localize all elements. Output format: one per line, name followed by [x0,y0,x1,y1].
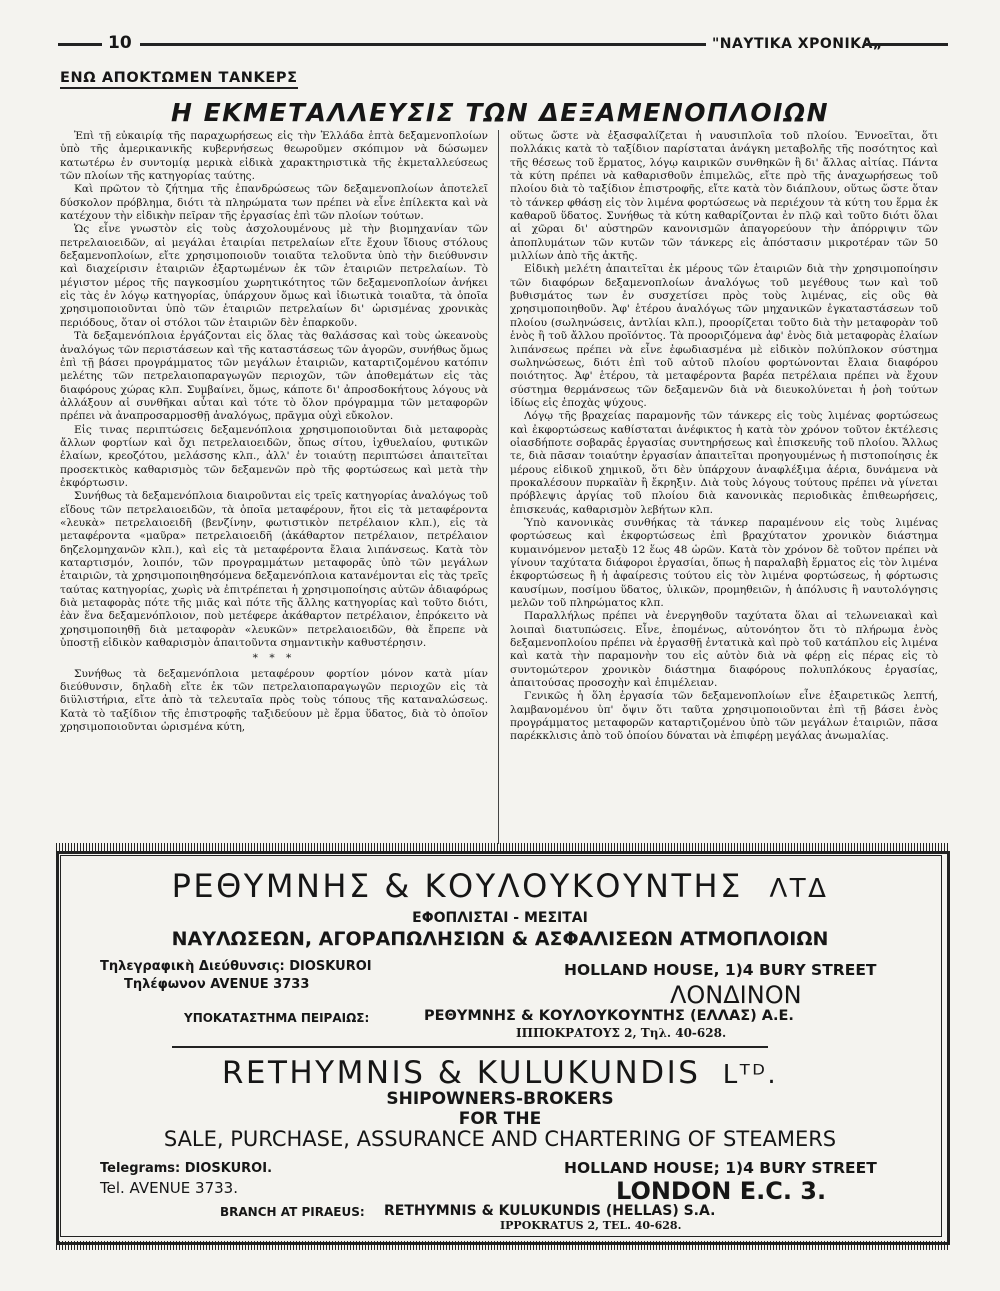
article-column-left [60,130,488,845]
ad-greek-branch-address: ΙΠΠΟΚΡΑΤΟΥΣ 2, Τηλ. 40-628. [516,1026,727,1040]
ad-greek-city: ΛΟΝΔΙΝΟΝ [670,981,802,1009]
ad-english-phone: Tel. AVENUE 3733. [100,1179,238,1197]
paragraph: Εἰς τινας περιπτώσεις δεξαμενόπλοια χρησιμοποιοῦνται διὰ μεταφορὰς ἄλλων φορτίων καὶ ὄχι πετρελαιοειδῶν, ὅπως σίτου, ἰχθυελαίου, φυτικῶν ἐλαίων, κρεοζότου, μελάσσης κλπ., ἀλλ' ἐν τοιαύτῃ περιπτώσει ἀπαιτεῖται προσεκτικὸς καθαρισμὸς τῶν δεξαμενῶν πρὸ τῆς φορτώσεως καὶ μετὰ τὴν ἐκφόρτωσιν. [60,423,488,489]
ad-separator [172,1046,768,1048]
paragraph: Συνήθως τὰ δεξαμενόπλοια μεταφέρουν φορτίον μόνον κατὰ μίαν διεύθυνσιν, δηλαδὴ εἴτε ἐκ τῶν πετρελαιοπαραγωγῶν περιοχῶν εἰς τὰ διϋλιστήρια, εἴτε ἀπὸ τὰ τελευταῖα πρὸς τοὺς τόπους τῆς καταναλώσεως. Κατὰ τὸ ταξίδιον τῆς ἐπιστροφῆς ταξιδεύουν μὲ ἕρμα ὕδατος, διὰ τὸ ὁποῖον χρησιμοποιοῦνται ὡρισμένα κύτη, [60,667,488,734]
paragraph: Λόγῳ τῆς βραχείας παραμονῆς τῶν τάνκερς εἰς τοὺς λιμένας φορτώσεως καὶ ἐκφορτώσεως καθίσταται ἀνέφικτος ἡ κατὰ τὸν χρόνον τοῦτον ἐκτέλεσις οἱασδήποτε σοβαρᾶς ἐργασίας συντηρήσεως καὶ ἐπισκευῆς τοῦ πλοίου. Ἄλλως τε, διὰ πᾶσαν τοιαύτην ἐργασίαν ἀπαιτεῖται προηγουμένως ἡ πιστοποίησις ἐκ μέρους εἰδικοῦ χημικοῦ, ὅτι δὲν ὑπάρχουν ἀναφλέξιμα ἀέρια, δυνάμενα νὰ προκαλέσουν πυρκαϊὰν ἢ ἔκρηξιν. Διὰ τοὺς λόγους τούτους πρέπει νὰ γίνεται πρόβλεψις ἀργίας τοῦ πλοίου διὰ κανονικὰς περιοδικὰς ἐπιθεωρήσεις, ἐπισκευάς, καθαρισμὸν λεβήτων κλπ. [510,410,938,516]
ad-english-for: FOR THE [458,1109,542,1129]
column-divider [498,130,499,844]
paragraph: οὕτως ὥστε νὰ ἐξασφαλίζεται ἡ ναυσιπλοΐα τοῦ πλοίου. Ἐννοεῖται, ὅτι πολλάκις κατὰ τὸ ταξίδιον παρίσταται ἀνάγκη μεταβολῆς τῆς ποσότητος καὶ τῆς θέσεως τοῦ ἕρματος, λόγῳ καιρικῶν συνθηκῶν ἢ δι' ἄλλας αἰτίας. Πάντα τὰ κύτη πρέπει νὰ καθαρισθοῦν ἐπιμελῶς, εἴτε πρὸ τῆς ἀναχωρήσεως τοῦ πλοίου διὰ τὸ ταξίδιον ἐπιστροφῆς, εἴτε κατὰ τὸν διάπλουν, οὕτως ὥστε ὅταν τὸ τάνκερ φθάσῃ εἰς τὸν λιμένα φορτώσεως νὰ περιέχουν τὰ κύτη του ἕρμα ἐκ καθαροῦ ὕδατος. Συνήθως τὰ κύτη καθαρίζονται ἐν πλῷ καὶ τοῦτο διότι ὅλαι αἱ χῶραι δι' αὐστηρῶν κανονισμῶν ἀπαγορεύουν τὴν ἀπόρριψιν τῶν ἀποπλυμάτων τῶν κυτῶν τῶν τάνκερς εἰς ἀπόστασιν μικροτέραν τῶν 50 μιλλίων ἀπὸ τῆς ἀκτῆς. [510,130,938,263]
ad-greek-address: HOLLAND HOUSE, 1)4 BURY STREET [564,961,877,979]
ad-english-company-name [60,1055,940,1091]
header-rule-left [58,43,102,46]
ad-english-tagline: SHIPOWNERS-BROKERS [386,1089,614,1109]
ad-greek-services: ΝΑΥΛΩΣΕΩΝ, ΑΓΟΡΑΠΩΛΗΣΙΩΝ & ΑΣΦΑΛΙΣΕΩΝ ΑΤΜΟΠΛΟΙΩΝ [171,928,829,950]
article-title: Η ΕΚΜΕΤΑΛΛΕΥΣΙΣ ΤΩΝ ΔΕΞΑΜΕΝΟΠΛΟΙΩΝ [170,98,830,127]
magazine-name: "ΝΑΥΤΙΚΑ ΧΡΟΝΙΚΑ„ [712,36,883,52]
paragraph: Ἐπὶ τῇ εὐκαιρίᾳ τῆς παραχωρήσεως εἰς τὴν Ἑλλάδα ἑπτὰ δεξαμενοπλοίων ὑπὸ τῆς ἀμερικανικῆς κυβερνήσεως θεωροῦμεν σκόπιμον νὰ δώσωμεν κατωτέρω ἐν συντομίᾳ μερικὰ εἰδικὰ χαρακτηριστικὰ τῆς ἐκμεταλλεύσεως τῶν πλοίων τῆς κατηγορίας ταύτης. [60,130,488,183]
ad-greek-branch-label: ΥΠΟΚΑΤΑΣΤΗΜΑ ΠΕΙΡΑΙΩΣ: [184,1011,370,1025]
ad-greek-company-name [60,867,940,905]
advertisement-content [60,855,940,1235]
paragraph: Συνήθως τὰ δεξαμενόπλοια διαιροῦνται εἰς τρεῖς κατηγορίας ἀναλόγως τοῦ εἴδους τῶν πετρελαιοειδῶν, τὰ ὁποῖα μεταφέρουν, ἤτοι εἰς τὰ μεταφέροντα «λευκὰ» πετρελαιοειδῆ (βενζίνην, φωτιστικὸν πετρέλαιον κλπ.), εἰς τὰ μεταφέροντα «μαῦρα» πετρελαιοειδῆ (ἀκάθαρτον πετρέλαιον, πετρέλαιον δηζελομηχανῶν κλπ.), καὶ εἰς τὰ μεταφέροντα ἔλαια λιπάνσεως. Κατὰ τὸν καταρτισμόν, λοιπόν, τῶν προγραμμάτων μεταφορᾶς ὑπὸ τῶν μεγάλων ἑταιριῶν, τὰ χρησιμοποιηθησόμενα δεξαμενόπλοια κατανέμονται εἰς τὰς τρεῖς ταύτας κατηγορίας, χωρὶς νὰ ἐπιτρέπεται ἡ χρησιμοποίησις αὐτῶν ἀδιαφόρως διὰ μεταφορὰς πότε τῆς μιᾶς καὶ πότε τῆς ἄλλης κατηγορίας καὶ τοῦτο διότι, ἐὰν ἕνα δεξαμενόπλοιον, ποὺ μετέφερε ἀκάθαρτον πετρέλαιον, ἐπρόκειτο νὰ χρησιμοποιηθῇ διὰ μεταφορὰν «λευκῶν» πετρελαιοειδῶν, θὰ ἔπρεπε νὰ ὑποστῇ εἰδικὸν καθαρισμὸν ἀπαιτοῦντα σημαντικὴν καθυστέρησιν. [60,490,488,650]
ad-english-branch-label: BRANCH AT PIRAEUS: [220,1205,365,1219]
paragraph: Ὡς εἶνε γνωστὸν εἰς τοὺς ἀσχολουμένους μὲ τὴν βιομηχανίαν τῶν πετρελαιοειδῶν, αἱ μεγάλαι ἑταιρίαι πετρελαίων εἴτε ἔχουν ἴδιους στόλους δεξαμενοπλοίων, εἴτε χρησιμοποιοῦν τοιαῦτα τελοῦντα ὑπὸ τὴν διεύθυνσιν καὶ διαχείρισιν ἑταιριῶν ἐξαρτωμένων ἐκ τῶν ἑταιριῶν πετρελαίων. Τὸ μέγιστον μέρος τῆς παγκοσμίου χωρητικότητος τῶν δεξαμενοπλοίων ἀνήκει εἰς τὰς ἐν λόγῳ κατηγορίας, ὑπάρχουν ὅμως καὶ ἰδιωτικὰ τοιαῦτα, τὰ ὁποῖα χρησιμοποιοῦνται ὑπὸ τῶν ἑταιριῶν πετρελαίων δι' ὡρισμένας χρονικὰς περιόδους, ὅταν οἱ στόλοι τῶν ἑταιριῶν δὲν ἐπαρκοῦν. [60,223,488,329]
ad-english-telegrams: Telegrams: DIOSKUROI. [100,1161,273,1176]
header-rule-middle [140,43,706,46]
ad-english-name-text: RETHYMNIS & KULUKUNDIS [221,1055,701,1091]
section-heading: ΕΝΩ ΑΠΟΚΤΩΜΕΝ ΤΑΝΚΕΡΣ [60,70,298,89]
ad-greek-branch-name: ΡΕΘΥΜΝΗΣ & ΚΟΥΛΟΥΚΟΥΝΤΗΣ (ΕΛΛΑΣ) Α.Ε. [424,1008,794,1024]
ad-greek-tagline: ΕΦΟΠΛΙΣΤΑΙ - ΜΕΣΙΤΑΙ [412,910,588,926]
paragraph: Γενικῶς ἡ ὅλη ἐργασία τῶν δεξαμενοπλοίων εἶνε ἐξαιρετικῶς λεπτή, λαμβανομένου ὑπ' ὄψιν ὅτι ταῦτα χρησιμοποιοῦνται ἐπὶ τῇ βάσει ἑνὸς προγράμματος μεταφορῶν καταρτιζομένου ὑπὸ τῶν μεγάλων ἑταιριῶν, πᾶσα παρέκκλισις ἀπὸ τοῦ ὁποίου δύναται νὰ ἐπιφέρῃ μεγάλας ἀνωμαλίας. [510,690,938,743]
ad-english-address: HOLLAND HOUSE; 1)4 BURY STREET [564,1159,877,1177]
ad-greek-name-text: ΡΕΘΥΜΝΗΣ & ΚΟΥΛΟΥΚΟΥΝΤΗΣ [171,867,743,905]
ad-english-city: LONDON E.C. 3. [616,1177,827,1205]
section-separator: * * * [252,652,296,665]
ad-english-services: SALE, PURCHASE, ASSURANCE AND CHARTERING OF STEAMERS [163,1127,837,1151]
paragraph: Παραλλήλως πρέπει νὰ ἐνεργηθοῦν ταχύτατα ὅλαι αἱ τελωνειακαὶ καὶ λοιπαὶ διατυπώσεις. Εἶνε, ἑπομένως, αὐτονόητον ὅτι τὸ πλήρωμα ἑνὸς δεξαμενοπλοίου πρέπει νὰ ἐργασθῇ ἐντατικὰ καὶ πρὸ τοῦ κατάπλου εἰς λιμένα καὶ κατὰ τὴν παραμονὴν του εἰς αὐτὸν διὰ νὰ φέρῃ εἰς πέρας εἰς τὸ συντομώτερον χρονικὸν διάστημα διαφόρους πολυπλόκους ἐργασίας, ἀπαιτούσας προσοχὴν καὶ ἐπιμέλειαν. [510,610,938,690]
paragraph: Καὶ πρῶτον τὸ ζήτημα τῆς ἐπανδρώσεως τῶν δεξαμενοπλοίων ἀποτελεῖ δύσκολον πρόβλημα, διότι τὰ πληρώματα των πρέπει νὰ εἶνε ἐπίλεκτα καὶ νὰ κατέχουν τὴν εἰδικὴν πεῖραν τῆς ἐργασίας ἐπὶ τῶν πλοίων τούτων. [60,183,488,223]
header-rule-right [866,43,948,46]
ad-english-ltd: Lᵀᴰ. [722,1060,779,1090]
paragraph: Εἰδικὴ μελέτη ἀπαιτεῖται ἐκ μέρους τῶν ἑταιριῶν διὰ τὴν χρησιμοποίησιν τῶν διαφόρων δεξαμενοπλοίων ἀναλόγως τοῦ μεγέθους των καὶ τοῦ βυθισμάτος των ἐν συσχετίσει πρὸς τοὺς λιμένας, εἰς οὓς θὰ χρησιμοποιηθοῦν. Ἀφ' ἑτέρου ἀναλόγως τῶν μηχανικῶν ἐγκαταστάσεων τοῦ πλοίου (σωληνώσεις, ἀντλίαι κλπ.), προορίζεται τοῦτο διὰ τὴν μεταφορὰν τοῦ ἑνὸς ἢ τοῦ ἄλλου προϊόντος. Τὰ προοριζόμενα ἀφ' ἑνὸς διὰ μεταφορὰς ἐλαίων λιπάνσεως πρέπει νὰ εἶνε ἐφωδιασμένα μὲ εἰδικὸν πολύπλοκον σύστημα σωληνώσεως, διότι ἐπὶ τοῦ αὐτοῦ πλοίου φορτώνονται ἔλαια διαφόρου ποιότητος. Ἀφ' ἑτέρου, τὰ μεταφέροντα βαρέα πετρέλαια πρέπει νὰ ἔχουν σύστημα θερμάνσεως τῶν δεξαμενῶν διὰ νὰ διευκολύνεται ἡ ῥοὴ τούτων ἰδίως εἰς ἐποχὰς ψύχους. [510,263,938,409]
paragraph: Ὑπὸ κανονικὰς συνθήκας τὰ τάνκερ παραμένουν εἰς τοὺς λιμένας φορτώσεως καὶ ἐκφορτώσεως ἐπὶ βραχύτατον χρονικὸν διάστημα κυμαινόμενον μεταξὺ 12 ἕως 48 ὡρῶν. Κατὰ τὸν χρόνον δὲ τοῦτον πρέπει νὰ γίνουν ταχύτατα διάφοροι ἐργασίαι, ὅπως ἡ παραλαβὴ ἕρματος εἰς τὸν λιμένα ἐκφορτώσεως ἢ ἡ ἀφαίρεσις τούτου εἰς τὸν λιμένα φορτώσεως, ἡ φόρτωσις καυσίμων, ποσίμου ὕδατος, ὑλικῶν, προμηθειῶν, ἡ ἀπόλυσις ἢ ναυτολόγησις μελῶν τοῦ πληρώματος κλπ. [510,516,938,610]
page-number: 10 [108,33,132,53]
ad-border-bottom [56,1241,950,1250]
ad-greek-ltd: ΛΤΔ [769,874,829,904]
paragraph: Τὰ δεξαμενόπλοια ἐργάζονται εἰς ὅλας τὰς θαλάσσας καὶ τοὺς ὠκεανοὺς ἀναλόγως τῶν περιστάσεων καὶ τῆς καταστάσεως τῶν ἀγορῶν, συνήθως ὅμως ἐπὶ τῇ βάσει προγράμματος τῶν μεγάλων ἑταιριῶν, καταρτιζομένου κατόπιν μελέτης τῶν πετρελαιοπαραγωγῶν περιοχῶν, τῶν ἀποθεμάτων εἰς τὰς διαφόρους χώρας κλπ. Συμβαίνει, ὅμως, κάποτε δι' ἀπροσδοκήτους λόγους νὰ ἀλλάξουν αἱ συνθῆκαι αὗται καὶ τότε τὸ ὅλον πρόγραμμα τῶν μεταφορῶν πρέπει νὰ ἀναπροσαρμοσθῇ ἀναλόγως, πρᾶγμα οὐχὶ εὔκολον. [60,330,488,423]
ad-english-branch-name: RETHYMNIS & KULUKUNDIS (HELLAS) S.A. [384,1203,716,1219]
ad-greek-phone: Τηλέφωνον AVENUE 3733 [124,977,310,992]
ad-greek-telegraph: Τηλεγραφικὴ Διεύθυνσις: DIOSKUROI [100,959,372,974]
article-column-right [510,130,938,845]
ad-english-branch-address: IPPOKRATUS 2, TEL. 40-628. [500,1219,682,1232]
